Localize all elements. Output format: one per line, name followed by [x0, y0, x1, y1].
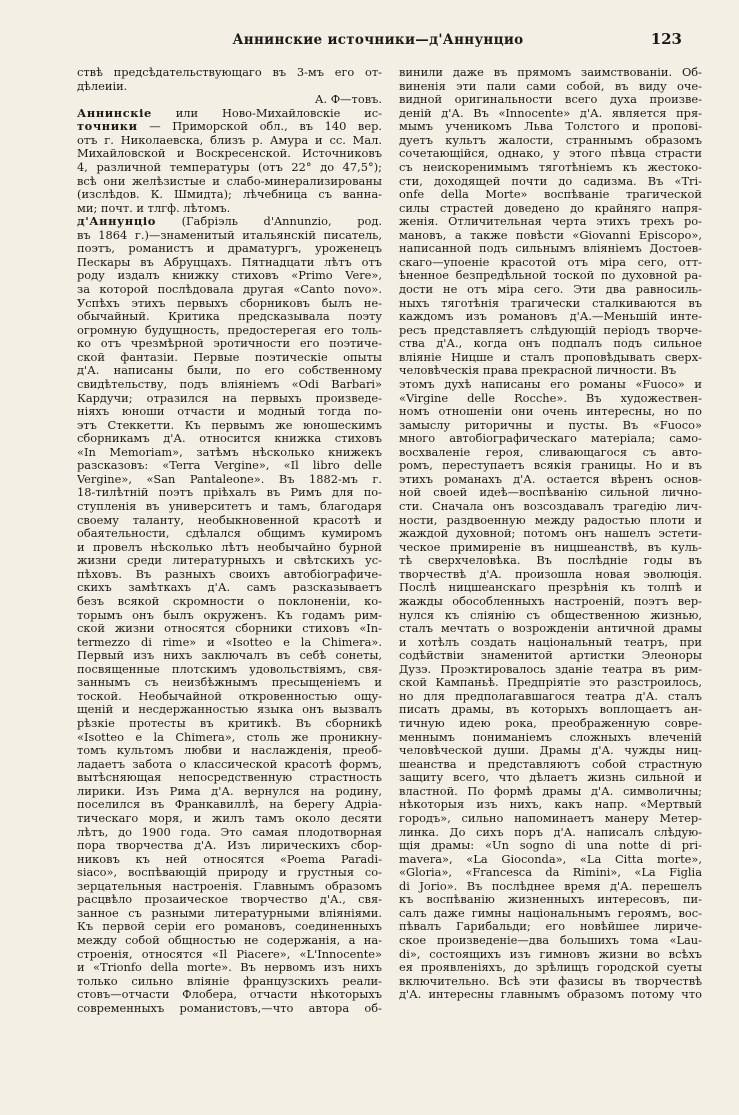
text-line [399, 432, 702, 446]
line-text: нѣкоторыя изъ нихъ, какъ напр. «Мертвый [399, 798, 702, 812]
text-line [77, 392, 382, 406]
text-line [77, 269, 382, 283]
line-text: этомъ духѣ написаны его романы «Fuoco» и [399, 377, 702, 391]
text-line [399, 351, 702, 365]
line-text: ныхъ тяготѣнія трагически сталкиваются въ [399, 296, 702, 310]
text-line [77, 839, 382, 853]
text-line [77, 758, 382, 772]
line-text: жизни среди литературныхъ и свѣтскихъ ус- [77, 554, 382, 568]
text-line [399, 473, 702, 487]
line-text: жаждой духовной; потомъ онъ нашелъ эстети- [399, 527, 702, 541]
line-text: защиту всего, что дѣлаетъ жизнь сильной и [399, 771, 702, 785]
text-line [77, 649, 382, 663]
text-line [399, 93, 702, 107]
line-text: каждомъ изъ романовъ д'А.—Меньшій инте- [399, 310, 702, 324]
line-text: человѣческой души. Драмы д'А. чужды ниц- [399, 744, 702, 758]
line-text: Михайловской и Воскресенской. Источниковъ [77, 147, 382, 161]
text-line [399, 948, 702, 962]
text-line [77, 419, 382, 433]
text-line [77, 364, 382, 378]
line-text: ромъ, переступаетъ всякія границы. Но и въ [399, 459, 702, 473]
text-line [399, 771, 702, 785]
line-text: роду издалъ книжку стиховъ «Primo Vere», [77, 269, 382, 283]
text-line [399, 975, 702, 989]
text-line [77, 798, 382, 812]
text-line [399, 269, 702, 283]
line-text: д'А. написаны были, по его собственному [77, 364, 382, 378]
text-line [399, 242, 702, 256]
line-text: лирики. Изъ Рима д'А. вернулся на родину, [77, 784, 382, 798]
line-text: городъ», сильно напоминаетъ манеру Метер- [399, 811, 702, 825]
line-text: termezzo di rime» и «Isotteo e la Chimera». [77, 635, 382, 649]
line-text: поселился въ Франкавиллѣ, на берегу Адріа- [77, 798, 382, 812]
text-line [399, 134, 702, 148]
line-text: ніяхъ юноши отчасти и модный тогда по- [77, 405, 382, 419]
text-line [77, 554, 382, 568]
right-text-column [399, 66, 702, 1002]
text-line [399, 256, 702, 270]
text-line [77, 351, 382, 365]
text-line [77, 459, 382, 473]
line-text: творчествѣ д'А. произошла новая эволюція. [399, 567, 702, 581]
line-text: женія. Отличительная черта этихъ трехъ ро- [399, 215, 702, 229]
text-line [77, 107, 382, 121]
line-text: ской Кампаньѣ. Предпріятіе это разстроилось, [399, 676, 702, 690]
text-line [77, 866, 382, 880]
text-line [77, 636, 382, 650]
text-line [77, 202, 382, 216]
text-line [77, 568, 382, 582]
line-text: «Isotteo e la Chimera», столь же проникну- [77, 730, 382, 744]
line-text: нулся къ сліянію съ общественною жизнью, [399, 608, 702, 622]
text-line [77, 175, 382, 189]
line-text: никовъ къ ней относятся «Poema Paradi- [77, 852, 382, 866]
text-line [77, 812, 382, 826]
line-text: 18-тилѣтній поэтъ пріѣхалъ въ Римъ для по- [77, 486, 382, 500]
line-text: стовъ—отчасти Флобера, отчасти нѣкоторыхъ [77, 988, 382, 1002]
line-text: тичную идею рока, преображенную совре- [399, 717, 702, 730]
line-text: siaco», воспѣвающій природу и грустныя со- [77, 866, 382, 880]
line-text: писать драмы, въ которыхъ воплощаетъ ан- [399, 703, 702, 717]
text-line [77, 256, 382, 270]
line-text: тѣ сверхчеловѣка. Въ послѣдніе годы въ [399, 554, 702, 568]
line-text: этихъ романахъ д'А. остается вѣренъ основ- [399, 472, 702, 486]
line-text: содѣйствіи знаменитой артистки Элеоноры [399, 649, 702, 663]
line-text: ствѣ предсѣдательствующаго въ 3-мъ его от- [77, 66, 382, 79]
line-text: вліяніе Ницше и сталъ проповѣдывать сверх- [399, 350, 702, 364]
text-line [77, 378, 382, 392]
line-text: мымъ ученикомъ Льва Толстого и пропові- [399, 120, 702, 134]
page-number: 123 [650, 30, 682, 48]
line-text: своему таланту, необыкновенной красотѣ и [77, 513, 382, 527]
line-text: занное съ разными литературными вліяніями. [77, 906, 382, 920]
line-text: много автобіографическаго матеріала; само- [399, 432, 702, 446]
line-text: «In Memoriam», затѣмъ нѣсколько книжекъ [77, 445, 382, 459]
line-text: дуетъ культъ жалости, страннымъ образомъ [399, 133, 702, 147]
text-line [77, 717, 382, 731]
text-line [77, 80, 382, 94]
text-line [399, 66, 702, 80]
line-text: огромную будущность, предостерегая его толь- [77, 323, 382, 337]
text-line [77, 134, 382, 148]
text-line [399, 486, 702, 500]
page-header [74, 30, 682, 52]
text-line [399, 798, 702, 812]
line-text: виненія эти пали сами собой, въ виду оче- [399, 79, 702, 93]
line-text: расцвѣло прозаическое творчество д'А., свя- [77, 893, 382, 907]
line-text: тическаго моря, и жилъ тамъ около десяти [77, 811, 382, 825]
line-text: лѣтъ, до 1900 года. Это самая плодотворная [77, 825, 382, 839]
line-text: di», состоящихъ изъ гимновъ жизни во всѣхъ [399, 947, 702, 961]
text-line [399, 500, 702, 514]
text-line [77, 581, 382, 595]
text-line [399, 703, 702, 717]
text-line [77, 242, 382, 256]
text-line [77, 934, 382, 948]
line-text: Vergine», «San Pantaleone». Въ 1882-мъ г. [77, 472, 382, 486]
text-line [77, 920, 382, 934]
text-line [399, 826, 702, 840]
line-text: силы страстей доведено до крайняго напря- [399, 201, 702, 215]
line-text: «Virgine delle Rocche». Въ художествен- [399, 391, 702, 405]
text-line [77, 731, 382, 745]
line-text: написанной подъ сильнымъ вліяніемъ Достоев- [399, 242, 702, 256]
line-text: салъ даже гимны національнымъ героямъ, вос- [399, 906, 702, 920]
line-text: или Ново-Михайловскіе ис- [151, 106, 382, 120]
text-line [399, 934, 702, 948]
text-line [399, 663, 702, 677]
line-text: свидѣтельству, подъ вліяніемъ «Odi Barbari» [77, 377, 382, 391]
text-line [77, 161, 382, 175]
line-text: рѣзкіе протесты въ критикѣ. Въ сборникѣ [77, 717, 382, 730]
line-text: заннымъ съ неизбѣжнымъ пресыщеніемъ и [77, 676, 382, 690]
text-line [77, 907, 382, 921]
line-text: ми; почт. и тлгф. лѣтомъ. [77, 201, 231, 215]
line-text: сти, доходящей почти до садизма. Въ «Tri- [399, 174, 702, 188]
line-text: 4, различной температуры (отъ 22° до 47,5°); [77, 160, 382, 174]
entry-headword: точники [77, 120, 138, 134]
line-text: onfe della Morte» воспѣваніе трагической [399, 188, 702, 202]
line-text: обычайный. Критика предсказывала поэту [77, 310, 382, 324]
text-line [399, 554, 702, 568]
line-text: посвященные плотскимъ удовольствіямъ, свя- [77, 662, 382, 676]
line-text: ея проявленіяхъ, до зрѣлищъ городской суеты [399, 961, 702, 975]
line-text: всѣ они желѣзистые и слабо-минерализированы [77, 174, 382, 188]
text-line [399, 514, 702, 528]
line-text: жажды обособленныхъ настроеній, поэтъ вер- [399, 594, 702, 608]
text-line [399, 717, 702, 731]
line-text: линка. До сихъ поръ д'А. написалъ слѣдую- [399, 825, 702, 839]
text-line [399, 866, 702, 880]
text-line [77, 785, 382, 799]
text-line [399, 636, 702, 650]
line-text: mavera», «La Gioconda», «La Citta morte», [399, 852, 702, 866]
text-line [399, 622, 702, 636]
text-line [77, 215, 382, 229]
line-text: восхваленіе героя, сливающагося съ авто- [399, 445, 702, 459]
line-text: ко отъ чрезмѣрной эротичности его поэтиче- [77, 337, 382, 351]
line-text: ности, раздвоенную между радостью плоти и [399, 513, 702, 527]
line-text: Къ первой серіи его романовъ, соединенныхъ [77, 920, 382, 934]
text-line [77, 948, 382, 962]
line-text: отъ г. Николаевска, близъ р. Амура и сс. Мал. [77, 133, 382, 147]
line-text: д'А. интересны главнымъ образомъ потому что [399, 988, 702, 1002]
text-line [399, 527, 702, 541]
text-line [77, 595, 382, 609]
line-text: тоской. Необычайной откровенностью ощу- [77, 689, 382, 703]
text-line [399, 378, 702, 392]
text-line [77, 1002, 382, 1016]
text-line [399, 297, 702, 311]
text-line [77, 93, 382, 107]
line-text: человѣческія права прекрасной личности. Въ [399, 364, 677, 378]
line-text: но для предполагавшагося театра д'А. сталъ [399, 689, 702, 703]
line-text: ресъ представляетъ слѣдующій періодъ творче- [399, 323, 702, 337]
text-line [77, 853, 382, 867]
text-line [399, 920, 702, 934]
line-text: торымъ онъ былъ окруженъ. Къ годамъ рим- [77, 608, 382, 622]
line-text: ной своей идеѣ—воспѣванію сильной лично- [399, 486, 702, 500]
text-line [399, 853, 702, 867]
text-line [399, 392, 702, 406]
text-line [399, 324, 702, 338]
text-line [399, 649, 702, 663]
text-line [399, 893, 702, 907]
line-text: — Приморской обл., въ 140 вер. [137, 120, 382, 134]
text-line [77, 432, 382, 446]
text-line [77, 744, 382, 758]
line-text: видной оригинальности всего духа произве- [399, 93, 702, 107]
line-text: номъ отношеніи они очень интересны, но по [399, 405, 702, 419]
text-line [399, 690, 702, 704]
text-line [399, 785, 702, 799]
line-text: сочетающійся, однако, у этого пѣвца страсти [399, 147, 702, 161]
text-line [77, 66, 382, 80]
line-text: Кардучи; отразился на первыхъ произведе- [77, 391, 382, 405]
text-line [77, 826, 382, 840]
line-text: ладаетъ забота о классической красотѣ формъ, [77, 757, 382, 771]
line-text: (изслѣдов. К. Шмидта); лѣчебница съ ванна- [77, 188, 382, 202]
text-line [77, 473, 382, 487]
line-text: только сильно вліяніе французскихъ реали- [77, 974, 382, 988]
line-text: скаго—упоеніе красотой отъ міра сего, отт- [399, 255, 702, 269]
text-line [77, 229, 382, 243]
line-text: Послѣ ницшеанскаго презрѣнія къ толпѣ и [399, 581, 702, 595]
text-line [77, 337, 382, 351]
text-line [399, 541, 702, 555]
text-line [77, 609, 382, 623]
line-text: ѣненное безпредѣльной тоской по духовной ра- [399, 269, 702, 283]
line-text: включительно. Всѣ эти фазисы въ творчествѣ [399, 974, 702, 988]
text-line [399, 229, 702, 243]
line-text: щія драмы: «Un sogno di una notte di pri- [399, 839, 702, 853]
text-line [77, 405, 382, 419]
line-text: Первый изъ нихъ заключалъ въ себѣ сонеты, [77, 649, 382, 663]
text-line [77, 514, 382, 528]
line-text: ства д'А., когда онъ подпалъ подъ сильное [399, 337, 702, 351]
line-text: меннымъ пониманіемъ сложныхъ влеченій [399, 730, 702, 744]
line-text: «Gloria», «Francesca da Rimini», «La Figlia [399, 866, 702, 880]
line-text: обаятельности, сдѣлался общимъ кумиромъ [77, 527, 382, 541]
text-line [399, 215, 702, 229]
text-line [399, 880, 702, 894]
line-text: шеанства и представляютъ собой страстную [399, 757, 702, 771]
text-line [399, 419, 702, 433]
text-line [399, 337, 702, 351]
text-line [77, 961, 382, 975]
line-text: ской жизни относятся сборники стиховъ «In- [77, 622, 382, 636]
text-line [77, 324, 382, 338]
line-text: ступленія въ университетъ и тамъ, благодаря [77, 500, 382, 513]
text-line [77, 893, 382, 907]
text-line [399, 839, 702, 853]
text-line [399, 676, 702, 690]
line-text: di Jorio». Въ послѣднее время д'А. перешелъ [399, 879, 702, 893]
line-text: замыслу риторичны и пусты. Въ «Fuoco» [399, 418, 702, 432]
line-text: томъ культомъ любви и наслажденія, преоб- [77, 744, 382, 758]
line-text: къ воспѣванію жизненныхъ интересовъ, пи- [399, 893, 702, 907]
line-text: пора творчества д'А. Изъ лирическихъ сбор- [77, 839, 382, 853]
text-line [77, 188, 382, 202]
text-line [399, 758, 702, 772]
line-text: скихъ замѣткахъ д'А. самъ разсказываетъ [77, 581, 382, 595]
line-text: щеній и несдержанностью языка онъ вызвалъ [77, 703, 382, 717]
line-text: А. Ф—товъ. [314, 93, 382, 107]
line-text: между собой общностью не содержанія, а на- [77, 934, 382, 947]
line-text: Дузэ. Проэктировалось зданіе театра въ рим- [399, 662, 702, 676]
text-line [77, 310, 382, 324]
line-text: ское произведеніе—два большихъ тома «Lau- [399, 934, 702, 947]
text-line [399, 202, 702, 216]
text-line [399, 188, 702, 202]
text-line [399, 961, 702, 975]
text-line [77, 975, 382, 989]
text-line [399, 147, 702, 161]
text-line [77, 988, 382, 1002]
line-text: за которой послѣдовала другая «Canto novo». [77, 283, 382, 296]
text-line [399, 446, 702, 460]
text-line [399, 731, 702, 745]
text-line [399, 609, 702, 623]
text-line [77, 622, 382, 636]
text-line [77, 297, 382, 311]
text-line [399, 988, 702, 1002]
line-text: сталъ мечтать о возрожденіи античной драмы [399, 622, 702, 636]
line-text: и провелъ нѣсколько лѣтъ необычайно бурной [77, 540, 382, 554]
text-line [399, 80, 702, 94]
line-text: сборникамъ д'А. относится книжка стиховъ [77, 432, 382, 446]
text-line [77, 663, 382, 677]
entry-headword: д'Аннунціо [77, 215, 156, 229]
line-text: сти. Сначала онъ возсоздавалъ трагедію лич- [399, 500, 702, 513]
text-line [77, 541, 382, 555]
text-line [399, 364, 702, 378]
text-line [399, 283, 702, 297]
text-line [399, 595, 702, 609]
line-text: ческое примиреніе въ ницшеанствѣ, въ куль- [399, 540, 702, 554]
text-line [77, 486, 382, 500]
line-text: ской фантазіи. Первые поэтическіе опыты [77, 350, 382, 364]
line-text: пѣвалъ Гарибальди; его новѣйшее лириче- [399, 920, 702, 934]
text-line [399, 161, 702, 175]
entry-headword: Аннинскіе [77, 106, 152, 120]
text-line [77, 500, 382, 514]
text-line [77, 120, 382, 134]
text-line [399, 310, 702, 324]
line-text: современныхъ романистовъ,—что автора об- [77, 1001, 382, 1015]
text-line [399, 568, 702, 582]
line-text: пѣховъ. Въ разныхъ своихъ автобіографиче- [77, 567, 382, 581]
line-text: дости не отъ міра сего. Эти два равносиль- [399, 283, 702, 296]
line-text: и хотѣлъ создать національный театръ, при [399, 635, 702, 649]
text-line [77, 676, 382, 690]
text-line [399, 459, 702, 473]
line-text: безъ всякой скромности о поклоненіи, ко- [77, 594, 382, 608]
line-text: разсказовъ: «Terra Vergine», «Il libro delle [77, 459, 382, 473]
text-line [399, 175, 702, 189]
line-text: дѣлеиіи. [77, 79, 128, 93]
left-text-column [77, 66, 382, 1015]
line-text: строенія, относятся «Il Piacere», «L'Innocente» [77, 947, 382, 961]
text-line [77, 703, 382, 717]
text-line [77, 880, 382, 894]
line-text: (Габріэль d'Annunzio, род. [156, 215, 382, 229]
text-line [399, 812, 702, 826]
text-line [399, 907, 702, 921]
line-text: зерцательныя настроенія. Главнымъ образомъ [77, 879, 382, 893]
text-line [399, 107, 702, 121]
text-line [77, 283, 382, 297]
text-line [77, 771, 382, 785]
text-line [399, 405, 702, 419]
line-text: Пескары въ Абруццахъ. Пятнадцати лѣтъ отъ [77, 255, 382, 269]
text-line [77, 527, 382, 541]
text-line [77, 147, 382, 161]
line-text: деній д'А. Въ «Innocente» д'А. является пря- [399, 106, 702, 120]
line-text: поэтъ, романистъ и драматургъ, уроженецъ [77, 242, 382, 256]
text-line [399, 120, 702, 134]
line-text: Успѣхъ этихъ первыхъ сборниковъ былъ не- [77, 296, 382, 310]
line-text: этъ Стеккетти. Къ первымъ же юношескимъ [77, 418, 382, 432]
text-line [399, 581, 702, 595]
line-text: въ 1864 г.)—знаменитый итальянскій писатель, [77, 228, 382, 242]
running-title: Аннинские источники—д'Аннунцио [232, 32, 524, 48]
line-text: винили даже въ прямомъ заимствованіи. Об- [399, 66, 702, 79]
line-text: мановъ, а также повѣсти «Giovanni Episcopo», [399, 228, 702, 242]
text-line [399, 744, 702, 758]
line-text: властной. По формѣ драмы д'А. символичны; [399, 784, 702, 798]
text-line [77, 690, 382, 704]
text-line [77, 446, 382, 460]
line-text: съ неискоренимымъ тяготѣніемъ къ жестоко- [399, 160, 702, 174]
line-text: вытѣсняющая непосредственную страстность [77, 771, 382, 785]
line-text: и «Trionfo della morte». Въ нервомъ изъ нихъ [77, 961, 382, 975]
